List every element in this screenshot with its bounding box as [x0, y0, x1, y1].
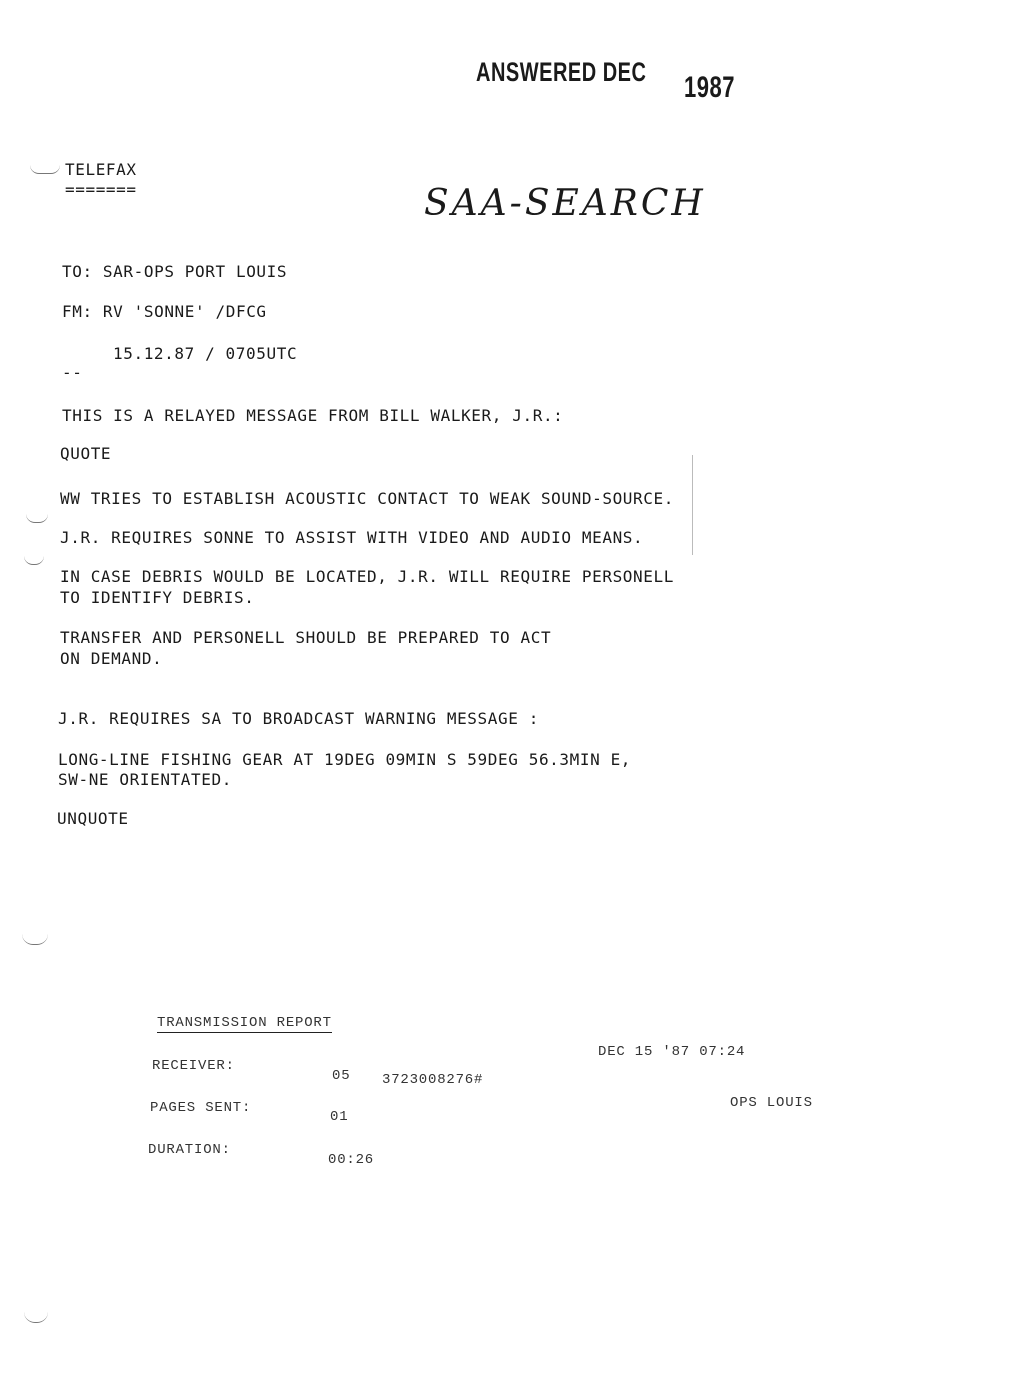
message-line-6a: LONG-LINE FISHING GEAR AT 19DEG 09MIN S 59DEG 56.3MIN E, — [58, 750, 632, 769]
message-line-3b: TO IDENTIFY DEBRIS. — [60, 588, 255, 607]
margin-mark — [24, 556, 44, 565]
receiver-number: 3723008276# — [382, 1072, 484, 1088]
unquote-marker: UNQUOTE — [57, 809, 129, 828]
receiver-code: 05 — [332, 1068, 351, 1084]
receiver-label: RECEIVER: — [152, 1058, 235, 1074]
margin-mark — [24, 1312, 48, 1323]
from-line: FM: RV 'SONNE' /DFCG — [62, 302, 267, 321]
report-station: OPS LOUIS — [730, 1095, 813, 1111]
margin-mark — [22, 934, 48, 945]
margin-mark — [26, 514, 48, 523]
message-line-2: J.R. REQUIRES SONNE TO ASSIST WITH VIDEO AND AUDIO MEANS. — [60, 528, 644, 547]
scan-artifact-line — [692, 455, 693, 555]
to-line: TO: SAR-OPS PORT LOUIS — [62, 262, 288, 281]
message-line-4a: TRANSFER AND PERSONELL SHOULD BE PREPARED TO ACT — [60, 628, 552, 647]
separator-dash: -- — [62, 363, 83, 382]
duration-value: 00:26 — [328, 1152, 375, 1168]
message-line-6b: SW-NE ORIENTATED. — [58, 770, 232, 789]
answered-stamp: ANSWERED DEC — [476, 58, 647, 88]
message-line-4b: ON DEMAND. — [60, 649, 163, 668]
handwritten-note: SAA-SEARCH — [424, 183, 706, 224]
pages-sent-label: PAGES SENT: — [150, 1100, 252, 1116]
duration-label: DURATION: — [148, 1142, 231, 1158]
message-intro: THIS IS A RELAYED MESSAGE FROM BILL WALKER, J.R.: — [62, 406, 564, 425]
answered-stamp-year: 1987 — [684, 70, 735, 104]
message-line-5: J.R. REQUIRES SA TO BROADCAST WARNING MESSAGE : — [58, 709, 539, 728]
telefax-title: TELEFAX — [65, 160, 137, 179]
report-datetime: DEC 15 '87 07:24 — [598, 1044, 746, 1060]
margin-mark — [30, 165, 60, 174]
datetime-line: 15.12.87 / 0705UTC — [113, 344, 298, 363]
report-title: TRANSMISSION REPORT — [157, 1015, 332, 1031]
message-line-3a: IN CASE DEBRIS WOULD BE LOCATED, J.R. WILL REQUIRE PERSONELL — [60, 567, 674, 586]
telefax-title-rule: ======= — [65, 180, 137, 199]
quote-marker: QUOTE — [60, 444, 112, 463]
message-line-1: WW TRIES TO ESTABLISH ACOUSTIC CONTACT TO WEAK SOUND-SOURCE. — [60, 489, 674, 508]
pages-sent-value: 01 — [330, 1109, 349, 1125]
